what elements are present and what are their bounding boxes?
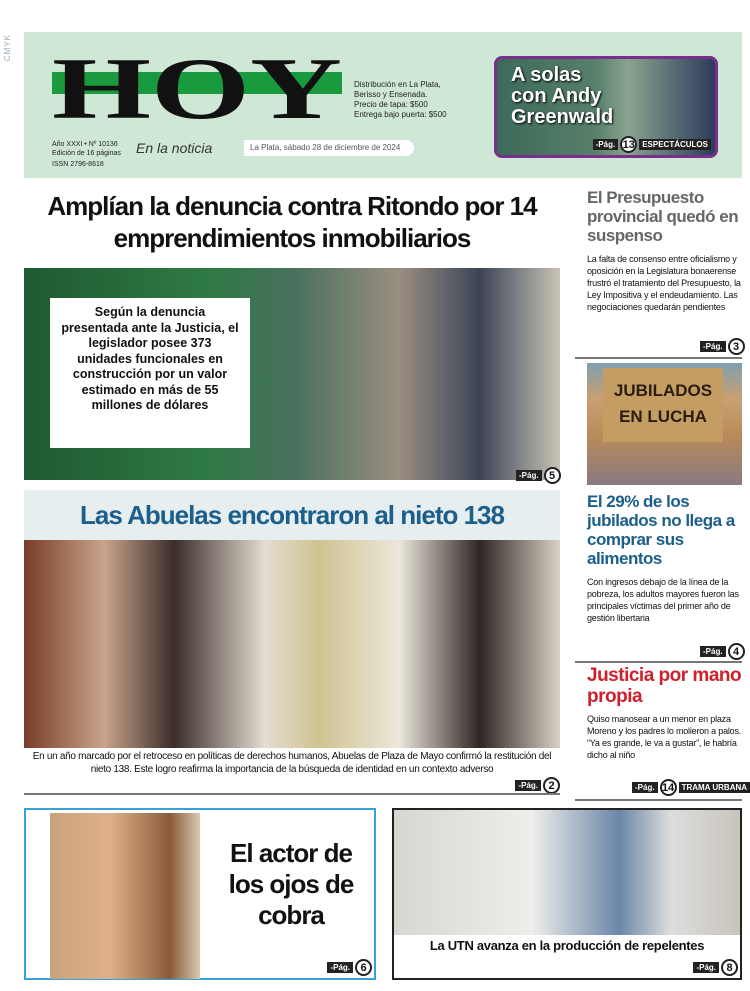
page-ref: [632, 779, 750, 796]
jubilados-body: Con ingresos debajo de la línea de la pobreza, los adultos mayores fueron las principales víctimas del primer año de gestión libertaria: [587, 577, 739, 623]
actor-story[interactable]: [24, 808, 376, 980]
actor-headline: El actor de los ojos de cobra: [228, 838, 354, 930]
protest-sign: JUBILADOS EN LUCHA: [603, 368, 723, 442]
jubilados-story: [587, 492, 742, 624]
issn: ISSN 2796-8618: [52, 161, 104, 168]
utn-headline: La UTN avanza en la producción de repelentes: [429, 938, 705, 953]
abuelas-story: [24, 490, 560, 795]
page-ref: [516, 467, 561, 484]
pag-label: -Pág.: [700, 646, 726, 657]
justicia-story: [587, 665, 742, 761]
dist-line: Berisso y Ensenada.: [354, 90, 428, 99]
dist-line: Distribución en La Plata,: [354, 80, 441, 89]
pag-number: 4: [728, 643, 745, 660]
pag-label: -Pág.: [593, 139, 619, 150]
dist-line: Entrega bajo puerta: $500: [354, 110, 447, 119]
pag-label: -Pág.: [693, 962, 719, 973]
hoy-logo: [52, 38, 342, 138]
pag-label: -Pág.: [516, 470, 542, 481]
abuelas-headline[interactable]: Las Abuelas encontraron al nieto 138: [24, 490, 560, 540]
promo-title: A solas con Andy Greenwald: [511, 64, 614, 128]
actor-photo: [50, 813, 200, 979]
pag-label: -Pág.: [632, 782, 658, 793]
promo-greenwald[interactable]: [494, 56, 718, 158]
pag-number: 14: [660, 779, 677, 796]
pag-label: -Pág.: [327, 962, 353, 973]
section-label: ESPECTÁCULOS: [639, 139, 711, 150]
justicia-body: Quiso manosear a un menor en plaza Moreno y los padres lo molieron a palos. “Ya es grande, le va a gustar”, le habría dicho al niño: [587, 714, 742, 760]
utn-photo: [394, 810, 740, 935]
presupuesto-headline[interactable]: El Presupuesto provincial quedó en suspenso: [587, 188, 739, 245]
divider: [575, 799, 742, 801]
svg-text:HOY: HOY: [52, 41, 342, 138]
justicia-headline[interactable]: Justicia por mano propia: [587, 665, 742, 707]
jubilados-headline[interactable]: El 29% de los jubilados no llega a comprar sus alimentos: [587, 492, 735, 568]
abuelas-caption: En un año marcado por el retroceso en políticas de derechos humanos, Abuelas de Plaza de Mayo confirmó la restitución del nieto 138. Este logro reafirma la importancia de la búsqueda de identidad en un contexto adverso: [32, 751, 552, 775]
presupuesto-body: La falta de consenso entre oficialismo y oposición en la Legislatura bonaerense frustró el tratamiento del Presupuesto, la Ley Impositiva y el endeudamiento. Las negociaciones quedarán pendientes: [587, 254, 741, 312]
divider: [24, 793, 560, 795]
abuelas-photo: [24, 540, 560, 748]
lead-headline[interactable]: Amplían la denuncia contra Ritondo por 14 emprendimientos inmobiliarios: [47, 191, 537, 253]
pag-number: 8: [721, 959, 738, 976]
edition-date: La Plata, sábado 28 de diciembre de 2024: [244, 140, 414, 156]
lead-summary: Según la denuncia presentada ante la Justicia, el legislador posee 373 unidades funcionales en construcción por un valor estimado en más de 55 millones de dólares: [50, 298, 250, 448]
page-ref: [700, 338, 745, 355]
tagline: En la noticia: [136, 140, 213, 156]
pag-number: 2: [543, 777, 560, 794]
page-ref: [515, 777, 560, 794]
pag-number: 6: [355, 959, 372, 976]
registration-mark: CMYK: [3, 34, 12, 62]
pag-number: 5: [544, 467, 561, 484]
utn-story[interactable]: [392, 808, 742, 980]
divider: [575, 661, 742, 663]
pag-number: 13: [620, 136, 637, 153]
page-ref: [327, 959, 372, 976]
distribution-info: [354, 80, 447, 120]
divider: [575, 357, 742, 359]
page-ref: [693, 959, 738, 976]
pag-label: -Pág.: [700, 341, 726, 352]
pag-label: -Pág.: [515, 780, 541, 791]
dist-line: Precio de tapa: $500: [354, 100, 428, 109]
masthead: [24, 32, 742, 178]
presupuesto-story: [587, 188, 742, 313]
issue-number: Año XXXI • Nº 10136: [52, 141, 118, 148]
page-ref: [593, 136, 711, 153]
pag-number: 3: [728, 338, 745, 355]
edition-pages: Edición de 16 páginas: [52, 150, 121, 157]
page-ref: [700, 643, 745, 660]
section-label: TRAMA URBANA: [679, 782, 750, 793]
